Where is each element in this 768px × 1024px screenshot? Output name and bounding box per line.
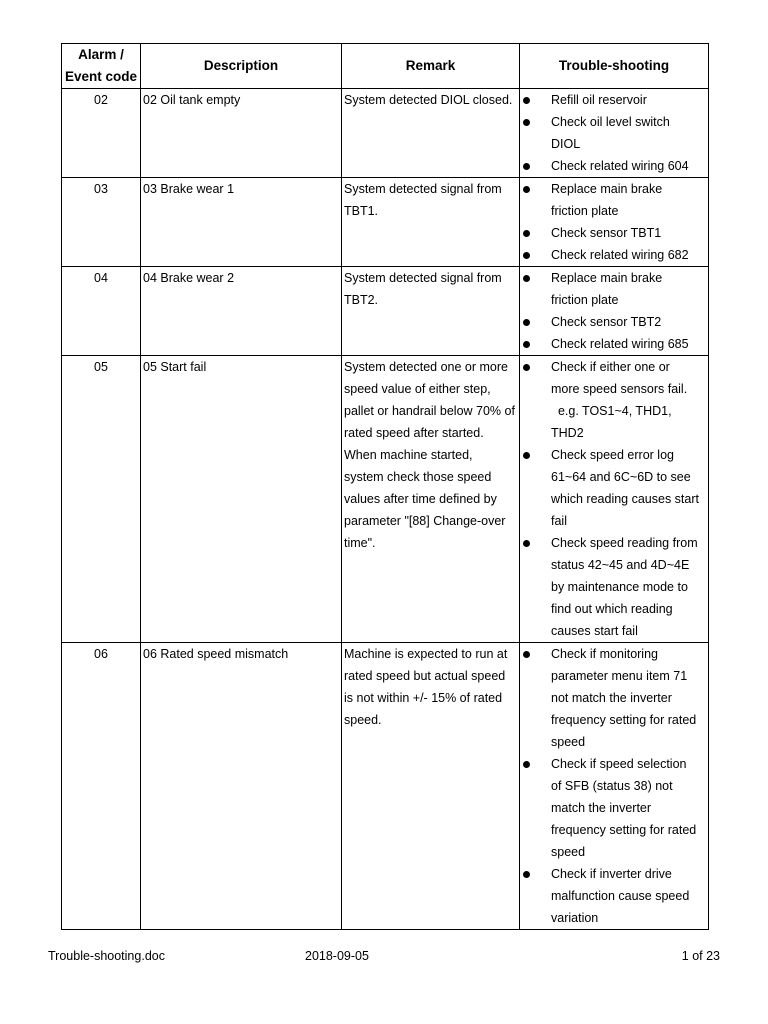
cell-code: 04 (62, 267, 141, 356)
table-header-row (62, 44, 709, 89)
troubleshooting-list (522, 89, 706, 177)
troubleshooting-item (520, 444, 706, 532)
header-description: Description (141, 44, 342, 89)
troubleshooting-line: by maintenance mode to (551, 580, 688, 594)
troubleshooting-line: 61~64 and 6C~6D to see (551, 470, 691, 484)
header-code-line2: Event code (64, 69, 138, 84)
header-code-line1: Alarm / (78, 47, 124, 62)
trouble-shooting-table (61, 43, 709, 930)
troubleshooting-item (520, 89, 706, 111)
bullet-icon (523, 252, 530, 259)
troubleshooting-line: Check related wiring 604 (551, 159, 689, 173)
troubleshooting-line: frequency setting for rated (551, 823, 697, 837)
cell-troubleshooting (520, 89, 709, 178)
troubleshooting-line: speed (551, 845, 586, 859)
troubleshooting-line: e.g. TOS1~4, THD1, (551, 404, 672, 418)
cell-remark (342, 89, 520, 178)
troubleshooting-line: Check speed error log (551, 448, 674, 462)
troubleshooting-line: Check if inverter drive (551, 867, 672, 881)
remark-line: System detected DIOL closed. (344, 93, 513, 107)
troubleshooting-line: find out which reading (551, 602, 673, 616)
troubleshooting-line: of SFB (status 38) not (551, 779, 673, 793)
troubleshooting-item (520, 753, 706, 863)
troubleshooting-line: match the inverter (551, 801, 652, 815)
troubleshooting-item (520, 178, 706, 222)
remark-line: System detected one or more (344, 360, 508, 374)
troubleshooting-item (520, 643, 706, 753)
troubleshooting-list (522, 267, 706, 355)
cell-description: 03 Brake wear 1 (141, 178, 342, 267)
cell-remark (342, 643, 520, 930)
bullet-icon (523, 275, 530, 282)
troubleshooting-line: which reading causes start (551, 492, 699, 506)
troubleshooting-line: Check if speed selection (551, 757, 687, 771)
bullet-icon (523, 540, 530, 547)
troubleshooting-line: malfunction cause speed (551, 889, 690, 903)
bullet-icon (523, 319, 530, 326)
remark-line: pallet or handrail below 70% of (344, 404, 515, 418)
bullet-icon (523, 871, 530, 878)
remark-line: parameter "[88] Change-over (344, 514, 506, 528)
cell-remark (342, 356, 520, 643)
footer-page-number: 1 of 23 (681, 949, 720, 963)
table-row (62, 356, 709, 643)
cell-troubleshooting (520, 178, 709, 267)
troubleshooting-line: Check related wiring 685 (551, 337, 689, 351)
bullet-icon (523, 651, 530, 658)
troubleshooting-item (520, 311, 706, 333)
cell-description: 05 Start fail (141, 356, 342, 643)
troubleshooting-list (522, 356, 706, 642)
troubleshooting-item (520, 356, 706, 444)
troubleshooting-line: variation (551, 911, 599, 925)
troubleshooting-line: frequency setting for rated (551, 713, 697, 727)
cell-remark (342, 267, 520, 356)
table-body (62, 89, 709, 930)
remark-line: speed value of either step, (344, 382, 491, 396)
remark-line: System detected signal from (344, 182, 502, 196)
remark-line: Machine is expected to run at (344, 647, 508, 661)
header-remark: Remark (342, 44, 520, 89)
troubleshooting-line: fail (551, 514, 567, 528)
cell-code: 05 (62, 356, 141, 643)
table-row (62, 178, 709, 267)
cell-troubleshooting (520, 643, 709, 930)
table-row (62, 89, 709, 178)
bullet-icon (523, 186, 530, 193)
bullet-icon (523, 341, 530, 348)
troubleshooting-line: speed (551, 735, 586, 749)
troubleshooting-line: not match the inverter (551, 691, 672, 705)
troubleshooting-line: Check oil level switch (551, 115, 670, 129)
troubleshooting-item (520, 155, 706, 177)
troubleshooting-line: Replace main brake (551, 271, 663, 285)
remark-line: TBT1. (344, 204, 379, 218)
bullet-icon (523, 761, 530, 768)
cell-troubleshooting (520, 267, 709, 356)
bullet-icon (523, 452, 530, 459)
troubleshooting-item (520, 333, 706, 355)
cell-troubleshooting (520, 356, 709, 643)
remark-line: speed. (344, 713, 382, 727)
troubleshooting-line: DIOL (551, 137, 581, 151)
cell-code: 02 (62, 89, 141, 178)
troubleshooting-item (520, 532, 706, 642)
cell-description: 04 Brake wear 2 (141, 267, 342, 356)
remark-line: rated speed after started. (344, 426, 484, 440)
cell-code: 06 (62, 643, 141, 930)
table-row (62, 267, 709, 356)
remark-line: rated speed but actual speed (344, 669, 506, 683)
remark-line: is not within +/- 15% of rated (344, 691, 503, 705)
troubleshooting-line: Check related wiring 682 (551, 248, 689, 262)
cell-description: 02 Oil tank empty (141, 89, 342, 178)
troubleshooting-item (520, 111, 706, 155)
remark-line: System detected signal from (344, 271, 502, 285)
troubleshooting-line: Check if monitoring (551, 647, 658, 661)
troubleshooting-line: Check if either one or (551, 360, 670, 374)
troubleshooting-line: Refill oil reservoir (551, 93, 647, 107)
footer-date: 2018-09-05 (305, 949, 369, 963)
remark-line: values after time defined by (344, 492, 497, 506)
troubleshooting-line: Check sensor TBT2 (551, 315, 662, 329)
troubleshooting-line: status 42~45 and 4D~4E (551, 558, 690, 572)
troubleshooting-list (522, 178, 706, 266)
troubleshooting-item (520, 222, 706, 244)
header-troubleshooting: Trouble-shooting (520, 44, 709, 89)
remark-line: TBT2. (344, 293, 379, 307)
troubleshooting-line: friction plate (551, 293, 619, 307)
cell-code: 03 (62, 178, 141, 267)
cell-description: 06 Rated speed mismatch (141, 643, 342, 930)
troubleshooting-line: parameter menu item 71 (551, 669, 688, 683)
troubleshooting-item (520, 863, 706, 929)
remark-line: When machine started, (344, 448, 473, 462)
remark-line: time". (344, 536, 376, 550)
troubleshooting-line: Replace main brake (551, 182, 663, 196)
remark-line: system check those speed (344, 470, 492, 484)
troubleshooting-line: Check speed reading from (551, 536, 698, 550)
troubleshooting-line: more speed sensors fail. (551, 382, 688, 396)
troubleshooting-line: Check sensor TBT1 (551, 226, 662, 240)
troubleshooting-item (520, 244, 706, 266)
footer-filename: Trouble-shooting.doc (48, 949, 165, 963)
cell-remark (342, 178, 520, 267)
bullet-icon (523, 364, 530, 371)
troubleshooting-item (520, 267, 706, 311)
troubleshooting-line: THD2 (551, 426, 584, 440)
bullet-icon (523, 119, 530, 126)
troubleshooting-line: causes start fail (551, 624, 638, 638)
header-code (62, 44, 141, 89)
bullet-icon (523, 163, 530, 170)
troubleshooting-line: friction plate (551, 204, 619, 218)
bullet-icon (523, 97, 530, 104)
bullet-icon (523, 230, 530, 237)
troubleshooting-list (522, 643, 706, 929)
table-row (62, 643, 709, 930)
